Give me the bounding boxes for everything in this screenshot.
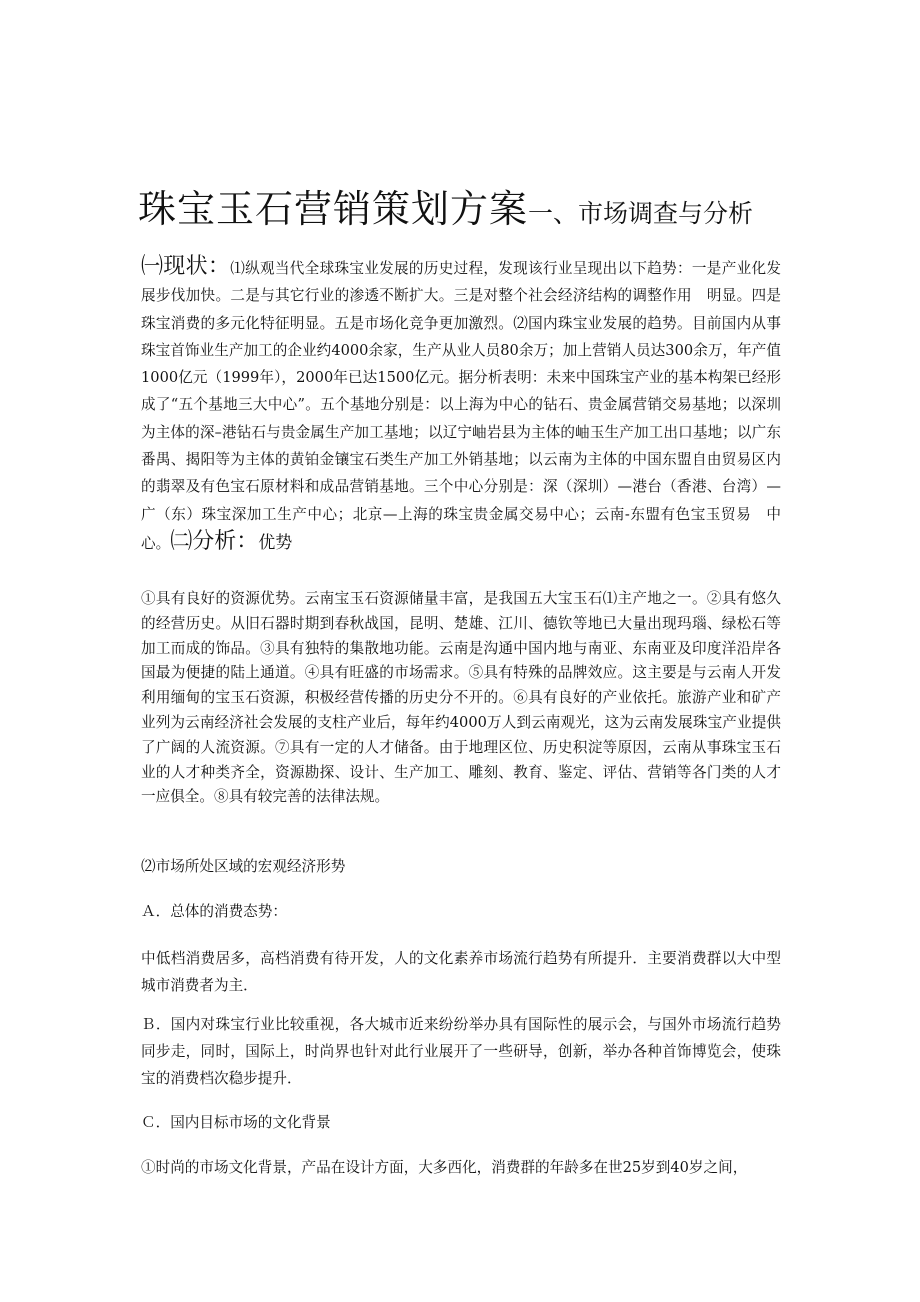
- status-heading: ㈠现状：: [141, 254, 231, 279]
- section-status: [141, 253, 781, 557]
- analysis-lead: 优势: [258, 532, 293, 553]
- culture-text: ①时尚的市场文化背景，产品在设计方面，大多西化，消费群的年龄多在世25岁到40岁之间，: [141, 1159, 748, 1176]
- analysis-text: ①具有良好的资源优势。云南宝玉石资源储量丰富，是我国五大宝玉石⑴主产地之一。②具有悠久的经营历史。从旧石器时期到春秋战国，昆明、楚雄、江川、德钦等地已大量出现玛瑙、绿松石等加工而成的饰品。③具有独特的集散地功能。云南是沟通中国内地与南亚、东南亚及印度洋沿岸各国最为便捷的陆上通道。④具有旺盛的市场需求。⑤具有特殊的品牌效应。这主要是与云南人开发利用缅甸的宝玉石资源，积极经营传播的历史分不开的。⑥具有良好的产业依托。旅游产业和矿产业列为云南经济社会发展的支柱产业后，每年约4000万人到云南观光，这为云南发展珠宝产业提供了广阔的人流资源。⑦具有一定的人才储备。由于地理区位、历史积淀等原因，云南从事珠宝玉石业的人才种类齐全，资源勘探、设计、生产加工、雕刻、教育、鉴定、评估、营销等各门类的人才一应俱全。⑧具有较完善的法律法规。: [141, 590, 781, 806]
- culture-label: Ｃ．国内目标市场的文化背景: [141, 1114, 331, 1131]
- status-text: ⑴纵观当代全球珠宝业发展的历史过程，发现该行业呈现出以下趋势：一是产业化发展步伐加快。二是与其它行业的渗透不断扩大。三是对整个社会经济结构的调整作用 明显。四是珠宝消费的多元化特征明显。五是市场化竞争更加激烈。⑵国内珠宝业发展的趋势。目前国内从事珠宝首饰业生产加工的企业约4000余家，生产从业人员80余万；加上营销人员达300余万，年产值1000亿元（1999年），2000年已达1500亿元。据分析表明：未来中国珠宝产业的基本构架已经形成了“五个基地三大中心”。五个基地分别是：以上海为中心的钻石、贵金属营销交易基地；以深圳为主体的深–港钻石与贵金属生产加工基地；以辽宁岫岩县为主体的岫玉生产加工出口基地；以广东番禺、揭阳等为主体的黄铂金镶宝石类生产加工外销基地；以云南为主体的中国东盟自由贸易区内的翡翠及有色宝石原材料和成品营销基地。三个中心分别是：深（深圳）—港台（香港、台湾）—广（东）珠宝深加工生产中心；北京—上海的珠宝贵金属交易中心；云南-东盟有色宝玉贸易 中心。: [141, 260, 781, 552]
- macro-heading: ⑵市场所处区域的宏观经济形势: [141, 858, 346, 875]
- document-title: [138, 178, 838, 233]
- consumption-text: 中低档消费居多，高档消费有待开发，人的文化素养市场流行趋势有所提升．主要消费群以大中型城市消费者为主．: [141, 950, 781, 994]
- analysis-heading: ㈡分析：: [170, 528, 259, 554]
- domestic-text: Ｂ．国内对珠宝行业比较重视，各大城市近来纷纷举办具有国际性的展示会，与国外市场流行趋势同步走，同时，国际上，时尚界也针对此行业展开了一些研导，创新，举办各种首饰博览会，使珠宝的消费档次稳步提升．: [141, 1016, 781, 1087]
- title-main: 珠宝玉石营销策划方案: [138, 187, 529, 231]
- consumption-label: Ａ．总体的消费态势：: [141, 903, 287, 920]
- title-sub: 一、市场调查与分析: [528, 199, 754, 228]
